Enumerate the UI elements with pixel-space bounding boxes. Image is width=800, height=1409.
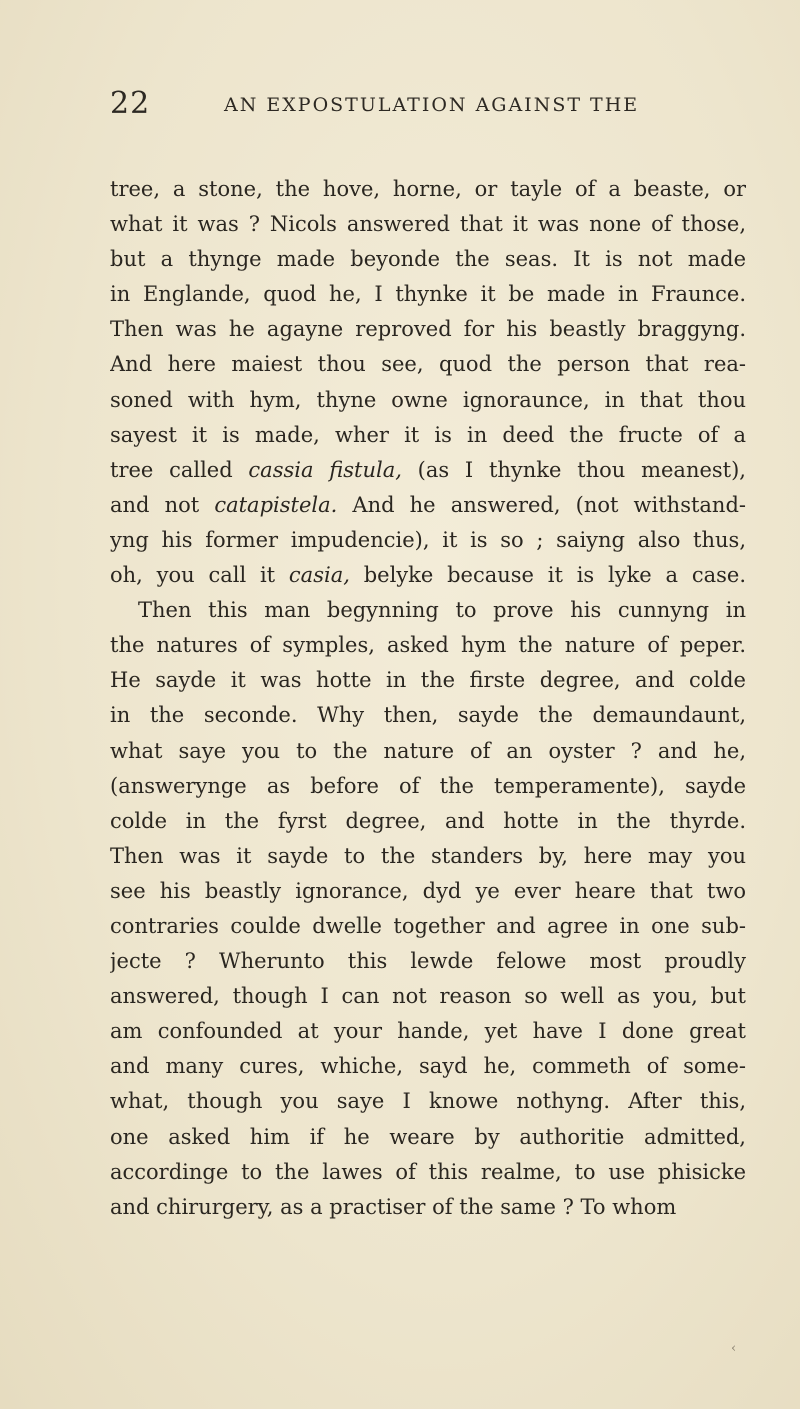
text-line: Then this man begynning to prove his cunnyng in — [138, 598, 746, 623]
text-line: but a thynge made beyonde the seas. It is not made — [110, 247, 746, 272]
text-line: jecte ? Wherunto this lewde felowe most proudly — [110, 949, 746, 974]
text-line: Then was it sayde to the standers by, here may you — [110, 843, 746, 868]
text-line: in Englande, quod he, I thynke it be made in Fraunce. — [110, 282, 746, 307]
text-line: tree, a stone, the hove, horne, or tayle of a beaste, or — [110, 177, 746, 201]
text-line: see his beastly ignorance, dyd ye ever heare that two — [110, 878, 746, 903]
text-line: one asked him if he weare by authoritie admitted, — [110, 1124, 746, 1149]
text-line: answered, though I can not reason so well as you, but — [110, 984, 746, 1009]
text-line: contraries coulde dwelle together and agree in one sub- — [110, 913, 746, 938]
text-line: what saye you to the nature of an oyster ? and he, — [110, 738, 746, 763]
text-line: He sayde it was hotte in the firste degree, and colde — [110, 668, 746, 693]
italic-term: cassia fistula, — [248, 457, 402, 482]
text-line: oh, you call it casia, belyke because it is lyke a case. — [110, 563, 746, 588]
text-line: in the seconde. Why then, sayde the demaundaunt, — [110, 703, 746, 728]
text-line: soned with hym, thyne owne ignoraunce, in that thou — [110, 387, 746, 412]
text-line: And here maiest thou see, quod the person that rea- — [110, 352, 746, 377]
running-head: AN EXPOSTULATION AGAINST THE — [224, 94, 640, 116]
page-header — [110, 86, 750, 126]
text-line: the natures of symples, asked hym the nature of peper. — [110, 633, 746, 658]
text-line: am confounded at your hande, yet have I done great — [110, 1019, 746, 1044]
text-line: accordinge to the lawes of this realme, to use phisicke — [110, 1159, 746, 1184]
italic-term: catapistela. — [214, 492, 338, 517]
body-text — [110, 172, 746, 1225]
text-line: sayest it is made, wher it is in deed the fructe of a — [110, 422, 746, 447]
italic-term: casia, — [288, 563, 350, 588]
page-number: 22 — [110, 86, 151, 121]
text-line: and many cures, whiche, sayd he, commeth of some- — [110, 1054, 746, 1079]
text-line: what it was ? Nicols answered that it was none of those, — [110, 212, 746, 237]
text-line: (answerynge as before of the temperamente), sayde — [110, 773, 746, 798]
text-line: and not catapistela. And he answered, (not withstand- — [110, 492, 746, 517]
text-line: colde in the fyrst degree, and hotte in the thyrde. — [110, 808, 746, 833]
text-line: Then was he agayne reproved for his beastly braggyng. — [110, 317, 746, 342]
stray-mark: ‹ — [731, 1341, 737, 1356]
text-line: what, though you saye I knowe nothyng. After this, — [110, 1089, 746, 1114]
text-line: and chirurgery, as a practiser of the same ? To whom — [110, 1194, 677, 1219]
text-line: yng his former impudencie), it is so ; saiyng also thus, — [110, 527, 746, 552]
text-line: tree called cassia fistula, (as I thynke thou meanest), — [110, 457, 746, 482]
